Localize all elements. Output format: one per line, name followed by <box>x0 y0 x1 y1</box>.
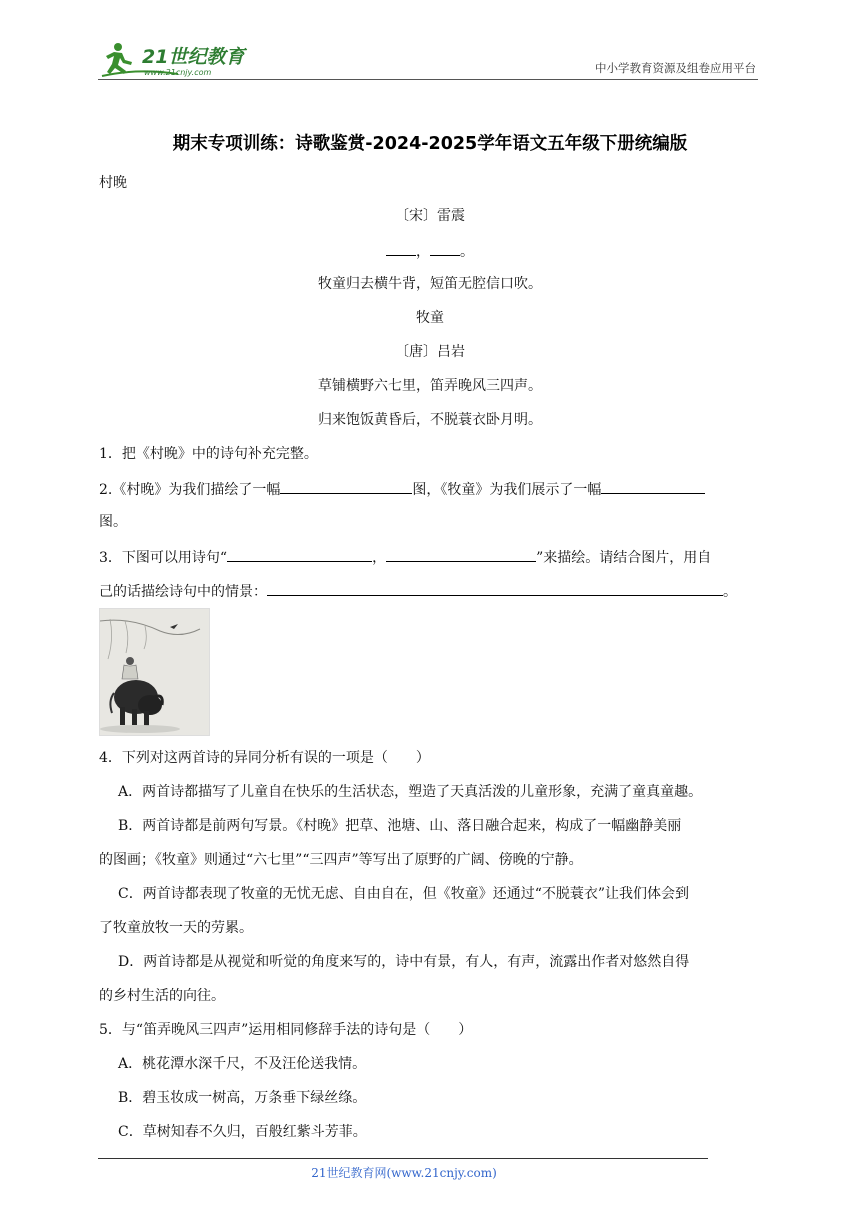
q4-option-b[interactable]: B．两首诗都是前两句写景。《村晚》把草、池塘、山、落日融合起来，构成了一幅幽静美丽 <box>118 818 682 834</box>
page-header <box>98 38 758 82</box>
question-1: 1．把《村晚》中的诗句补充完整。 <box>99 446 318 462</box>
q3-blank-1[interactable] <box>227 546 372 562</box>
question-3: 3．下图可以用诗句“ ， ”来描绘。请结合图片，用自 <box>99 546 711 568</box>
site-logo[interactable] <box>98 38 268 80</box>
poem1-line2: 牧童归去横牛背，短笛无腔信口吹。 <box>318 276 542 292</box>
poem1-line1: ， 。 <box>0 240 860 262</box>
poem2-line1: 草铺横野六七里，笛弄晚风三四声。 <box>318 378 542 394</box>
question-2: 2.《村晚》为我们描绘了一幅 图，《牧童》为我们展示了一幅 <box>99 478 705 500</box>
poem-blank-1[interactable] <box>386 240 416 256</box>
q2-blank-1[interactable] <box>280 478 412 494</box>
q4-option-a[interactable]: A．两首诗都描写了儿童自在快乐的生活状态，塑造了天真活泼的儿童形象，充满了童真童趣。 <box>118 784 703 800</box>
page-title: 期末专项训练：诗歌鉴赏-2024-2025学年语文五年级下册统编版 <box>172 134 688 154</box>
footer-divider <box>98 1158 708 1159</box>
q4-option-d-cont: 的乡村生活的向往。 <box>99 988 225 1004</box>
svg-text:www.21cnjy.com: www.21cnjy.com <box>144 68 212 77</box>
q4-option-d[interactable]: D．两首诗都是从视觉和听觉的角度来写的，诗中有景，有人，有声，流露出作者对悠然自得 <box>118 954 690 970</box>
q3-blank-2[interactable] <box>386 546 536 562</box>
runner-logo-icon <box>98 38 268 80</box>
footer-link[interactable]: 21世纪教育网(www.21cnjy.com) <box>311 1166 497 1180</box>
q4-option-b-cont: 的图画；《牧童》则通过“六七里”“三四声”等写出了原野的广阔、傍晚的宁静。 <box>99 852 583 868</box>
poem1-author: 〔宋〕雷震 <box>395 208 465 224</box>
platform-name: 中小学教育资源及组卷应用平台 <box>595 61 756 75</box>
q4-option-c[interactable]: C．两首诗都表现了牧童的无忧无虑、自由自在，但《牧童》还通过“不脱蓑衣”让我们体会到 <box>118 886 690 902</box>
question-4: 4．下列对这两首诗的异同分析有误的一项是（ ） <box>99 750 430 766</box>
question-2-cont: 图。 <box>99 514 127 530</box>
q5-option-c[interactable]: C．草树知春不久归，百般红紫斗芳菲。 <box>118 1124 367 1140</box>
header-divider <box>98 79 758 80</box>
poem2-line2: 归来饱饭黄昏后，不脱蓑衣卧月明。 <box>318 412 542 428</box>
q3-blank-3[interactable] <box>267 580 723 596</box>
q5-option-b[interactable]: B．碧玉妆成一树高，万条垂下绿丝绦。 <box>118 1090 367 1106</box>
poem2-author: 〔唐〕吕岩 <box>395 344 465 360</box>
question-3-cont: 己的话描绘诗句中的情景： 。 <box>99 580 737 602</box>
poem2-title: 牧童 <box>416 310 444 326</box>
svg-text:21世纪教育: 21世纪教育 <box>142 46 245 68</box>
q4-option-c-cont: 了牧童放牧一天的劳累。 <box>99 920 253 936</box>
q2-blank-2[interactable] <box>601 478 705 494</box>
poem-blank-2[interactable] <box>430 240 460 256</box>
buffalo-boy-icon <box>100 609 209 735</box>
q5-option-a[interactable]: A．桃花潭水深千尺，不及汪伦送我情。 <box>118 1056 367 1072</box>
buffalo-painting-image <box>99 608 210 736</box>
question-5: 5．与“笛弄晚风三四声”运用相同修辞手法的诗句是（ ） <box>99 1022 473 1038</box>
poem1-title: 村晚 <box>99 175 127 191</box>
